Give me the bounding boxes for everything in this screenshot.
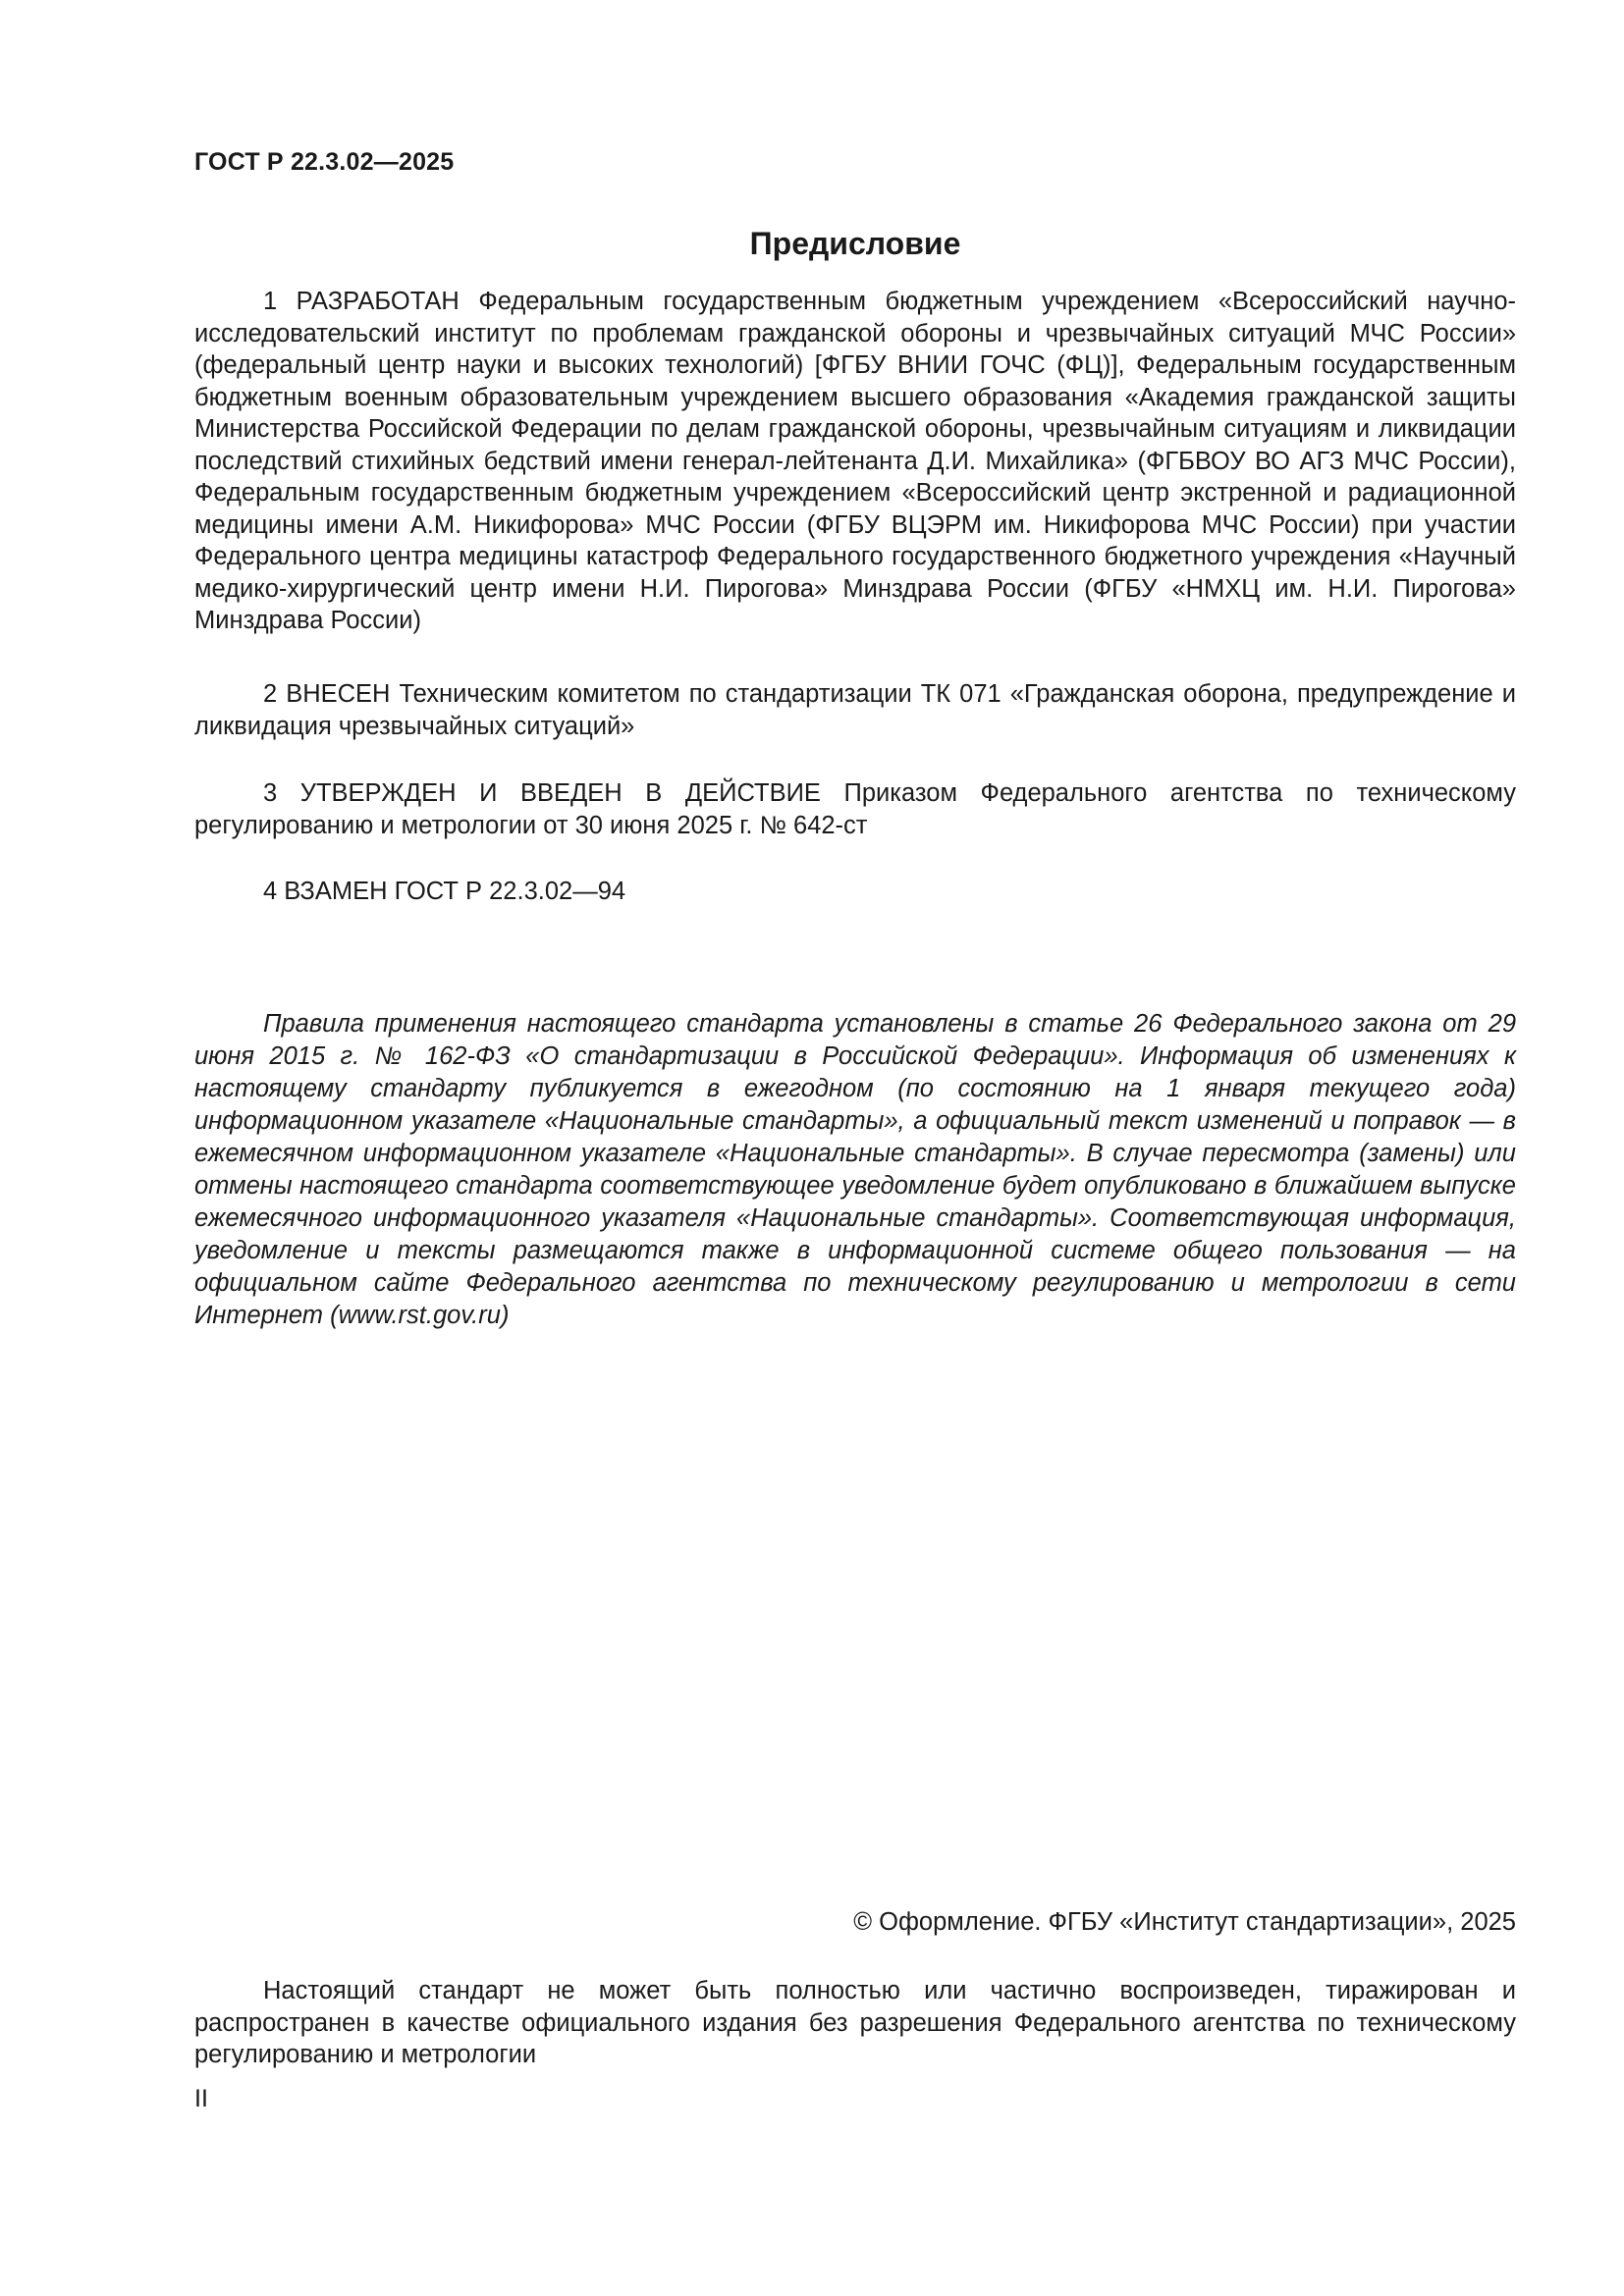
foreword-item-introduced: 2 ВНЕСЕН Техническим комитетом по стандартизации ТК 071 «Гражданская оборона, предупреждение и ликвидация чрезвычайных ситуаций» [194,680,1516,740]
standard-code: ГОСТ Р 22.3.02—2025 [194,148,455,176]
foreword-item-developed: 1 РАЗРАБОТАН Федеральным государственным бюджетным учреждением «Всероссийский научно-исследовательский институт по проблемам гражданской обороны и чрезвычайных ситуаций МЧС России» (федеральный центр науки и высоких технологий) [ФГБУ ВНИИ ГОЧС (ФЦ)], Федеральным государственным бюджетным военным образовательным учреждением высшего образования «Академия гражданской защиты Министерства Российской Федерации по делам гражданской обороны, чрезвычайным ситуациям и ликвидации последствий стихийных бедствий имени генерал-лейтенанта Д.И. Михайлика» (ФГБВОУ ВО АГЗ МЧС России), Федеральным государственным бюджетным учреждением «Всероссийский центр экстренной и радиационной медицины имени А.М. Никифорова» МЧС России (ФГБУ ВЦЭРМ им. Никифорова МЧС России) при участии Федерального центра медицины катастроф Федерального государственного бюджетного учреждения «Научный медико-хирургический центр имени Н.И. Пирогова» Минздрава России (ФГБУ «НМХЦ им. Н.И. Пирогова» Минздрава России) [194,288,1516,634]
copyright-line: © Оформление. ФГБУ «Институт стандартизации», 2025 [853,1908,1516,1936]
foreword-title: Предисловие [749,226,961,261]
application-rules-note: Правила применения настоящего стандарта установлены в статье 26 Федерального закона от 29 июня 2015 г. № 162-ФЗ «О стандартизации в Российской Федерации». Информация об изменениях к настоящему стандарту публикуется в ежегодном (по состоянию на 1 января текущего года) информационном указателе «Национальные стандарты», а официальный текст изменений и поправок — в ежемесячном информационном указателе «Национальные стандарты». В случае пересмотра (замены) или отмены настоящего стандарта соответствующее уведомление будет опубликовано в ближайшем выпуске ежемесячного информационного указателя «Национальные стандарты». Соответствующая информация, уведомление и тексты размещаются также в информационной системе общего пользования — на официальном сайте Федерального агентства по техническому регулированию и метрологии в сети Интернет (www.rst.gov.ru) [194,1010,1516,1329]
reproduction-notice: Настоящий стандарт не может быть полностью или частично воспроизведен, тиражирован и распространен в качестве официального издания без разрешения Федерального агентства по техническому регулированию и метрологии [194,1977,1516,2068]
page-number: II [194,2085,208,2112]
foreword-item-approved: 3 УТВЕРЖДЕН И ВВЕДЕН В ДЕЙСТВИЕ Приказом Федерального агентства по техническому регулированию и метрологии от 30 июня 2025 г. № 642-ст [194,779,1516,839]
foreword-item-replaces: 4 ВЗАМЕН ГОСТ Р 22.3.02—94 [263,878,626,905]
